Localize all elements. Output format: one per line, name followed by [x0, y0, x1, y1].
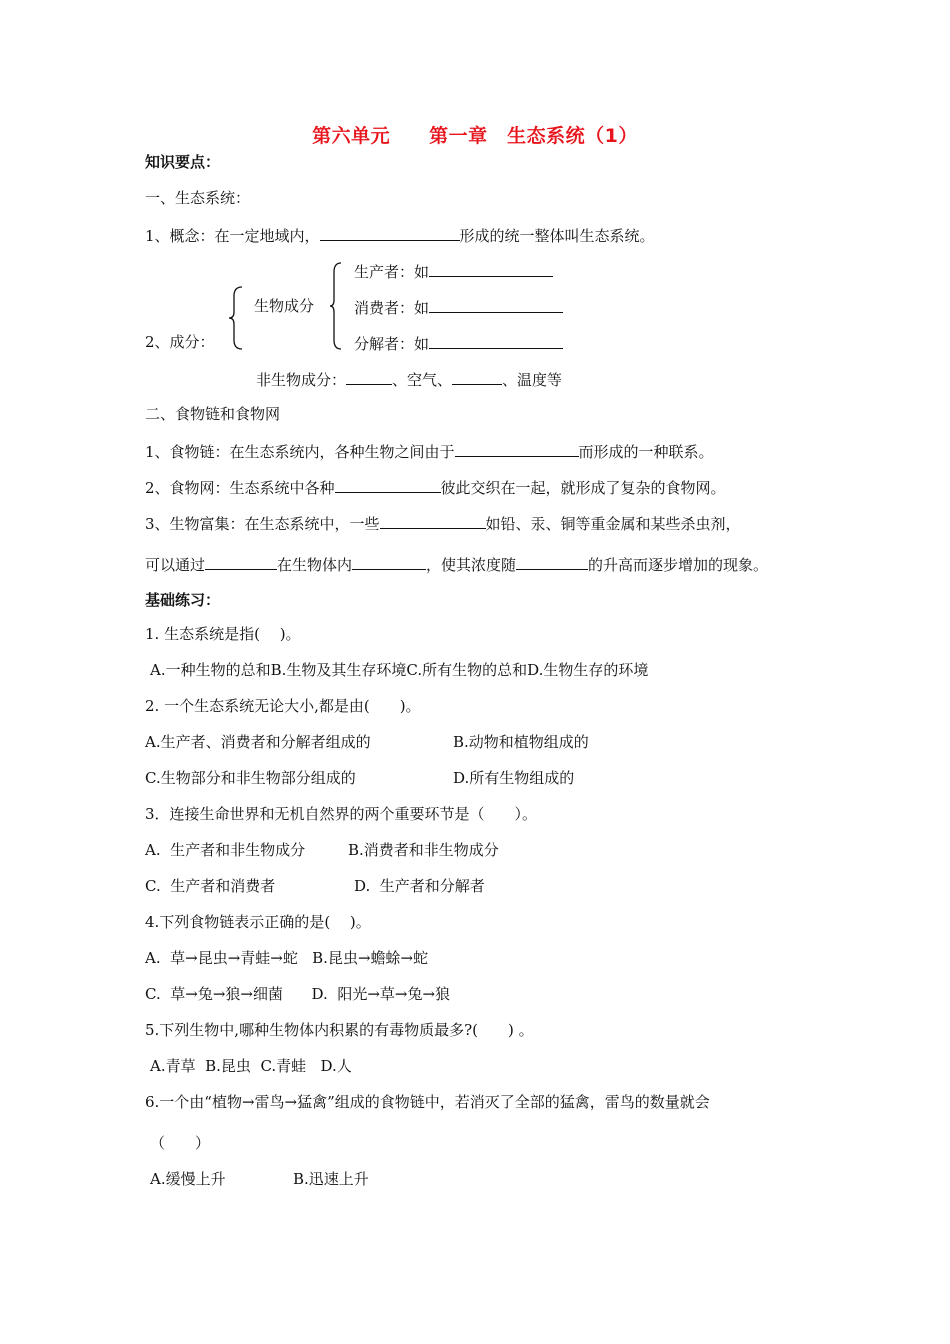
question-4-options-cd: C. 草→兔→狼→细菌 D. 阳光→草→兔→狼: [145, 985, 451, 1003]
producer-text: 生产者：如: [354, 263, 430, 281]
food-web-text-a: 2、食物网：生态系统中各种: [145, 479, 335, 497]
nonbio-text-c: 、温度等: [502, 371, 563, 389]
outer-brace-icon: [228, 286, 244, 350]
inner-brace-icon: [329, 262, 343, 350]
accumulation-blank-3: [352, 553, 426, 570]
question-1: 1. 生态系统是指( )。: [145, 625, 301, 643]
decomposer-blank: [429, 332, 563, 349]
nonbio-text-a: 非生物成分：: [256, 371, 347, 389]
accumulation-line-2: [145, 553, 768, 575]
nonbio-blank-2: [452, 368, 502, 385]
bio-component-label: 生物成分: [254, 297, 315, 315]
nonbio-text-b: 、空气、: [392, 371, 453, 389]
question-6-option-b: B.迅速上升: [293, 1170, 369, 1188]
question-2-option-a: A.生产者、消费者和分解者组成的: [145, 733, 371, 751]
decomposer-text: 分解者：如: [354, 335, 430, 353]
question-3-option-d: D. 生产者和分解者: [354, 877, 485, 895]
question-4: 4.下列食物链表示正确的是( )。: [145, 913, 371, 931]
question-6: 6.一个由“植物→雷鸟→猛禽”组成的食物链中，若消灭了全部的猛禽，雷鸟的数量就会: [145, 1093, 710, 1111]
question-6-paren: （ ）: [150, 1134, 211, 1152]
producer-blank: [429, 260, 553, 277]
question-2-option-d: D.所有生物组成的: [453, 769, 575, 787]
page-title: 第六单元 第一章 生态系统（1）: [312, 125, 638, 147]
question-5-options: A.青草 B.昆虫 C.青蛙 D.人: [150, 1057, 352, 1075]
food-web-line: [145, 476, 726, 498]
accumulation-text-c: 可以通过: [145, 556, 206, 574]
food-web-blank: [335, 476, 441, 493]
question-3-option-b: B.消费者和非生物成分: [348, 841, 499, 859]
question-2-option-b: B.动物和植物组成的: [453, 733, 589, 751]
consumer-text: 消费者：如: [354, 299, 430, 317]
concept-blank: [320, 224, 460, 241]
concept-text-b: 形成的统一整体叫生态系统。: [459, 227, 655, 245]
decomposer-line: [354, 332, 563, 354]
question-2: 2. 一个生态系统无论大小,都是由( )。: [145, 697, 421, 715]
components-label: 2、成分：: [145, 333, 215, 351]
accumulation-blank-2: [205, 553, 277, 570]
question-5: 5.下列生物中,哪种生物体内积累的有毒物质最多?( ) 。: [145, 1021, 534, 1039]
food-chain-text-b: 而形成的一种联系。: [578, 443, 714, 461]
question-3: 3．连接生命世界和无机自然界的两个重要环节是（ ）。: [145, 805, 538, 823]
section-food-chain: 二、食物链和食物网: [145, 405, 281, 423]
concept-line: [145, 224, 655, 246]
question-6-option-a: A.缓慢上升: [150, 1170, 226, 1188]
nonbio-line: [256, 368, 562, 390]
food-chain-line: [145, 440, 714, 462]
concept-text-a: 1、概念：在一定地域内，: [145, 227, 320, 245]
consumer-line: [354, 296, 563, 318]
knowledge-heading: 知识要点：: [145, 153, 221, 171]
food-chain-blank: [455, 440, 579, 457]
question-2-option-c: C.生物部分和非生物部分组成的: [145, 769, 356, 787]
accumulation-blank-1: [380, 512, 486, 529]
accumulation-blank-4: [516, 553, 588, 570]
accumulation-text-a: 3、生物富集：在生态系统中，一些: [145, 515, 380, 533]
question-3-option-a: A. 生产者和非生物成分: [145, 841, 306, 859]
nonbio-blank-1: [346, 368, 392, 385]
consumer-blank: [429, 296, 563, 313]
accumulation-text-e: ，使其浓度随: [426, 556, 517, 574]
question-4-options-ab: A. 草→昆虫→青蛙→蛇 B.昆虫→蟾蜍→蛇: [145, 949, 429, 967]
accumulation-text-d: 在生物体内: [277, 556, 353, 574]
question-1-options: A.一种生物的总和B.生物及其生存环境C.所有生物的总和D.生物生存的环境: [150, 661, 649, 679]
accumulation-text-b: 如铅、汞、铜等重金属和某些杀虫剂，: [485, 515, 741, 533]
producer-line: [354, 260, 553, 282]
question-3-option-c: C. 生产者和消费者: [145, 877, 276, 895]
accumulation-text-f: 的升高而逐步增加的现象。: [588, 556, 769, 574]
food-web-text-b: 彼此交织在一起，就形成了复杂的食物网。: [440, 479, 726, 497]
accumulation-line-1: [145, 512, 741, 534]
exercises-heading: 基础练习：: [145, 591, 221, 609]
food-chain-text-a: 1、食物链：在生态系统内，各种生物之间由于: [145, 443, 455, 461]
section-ecosystem: 一、生态系统：: [145, 189, 251, 207]
